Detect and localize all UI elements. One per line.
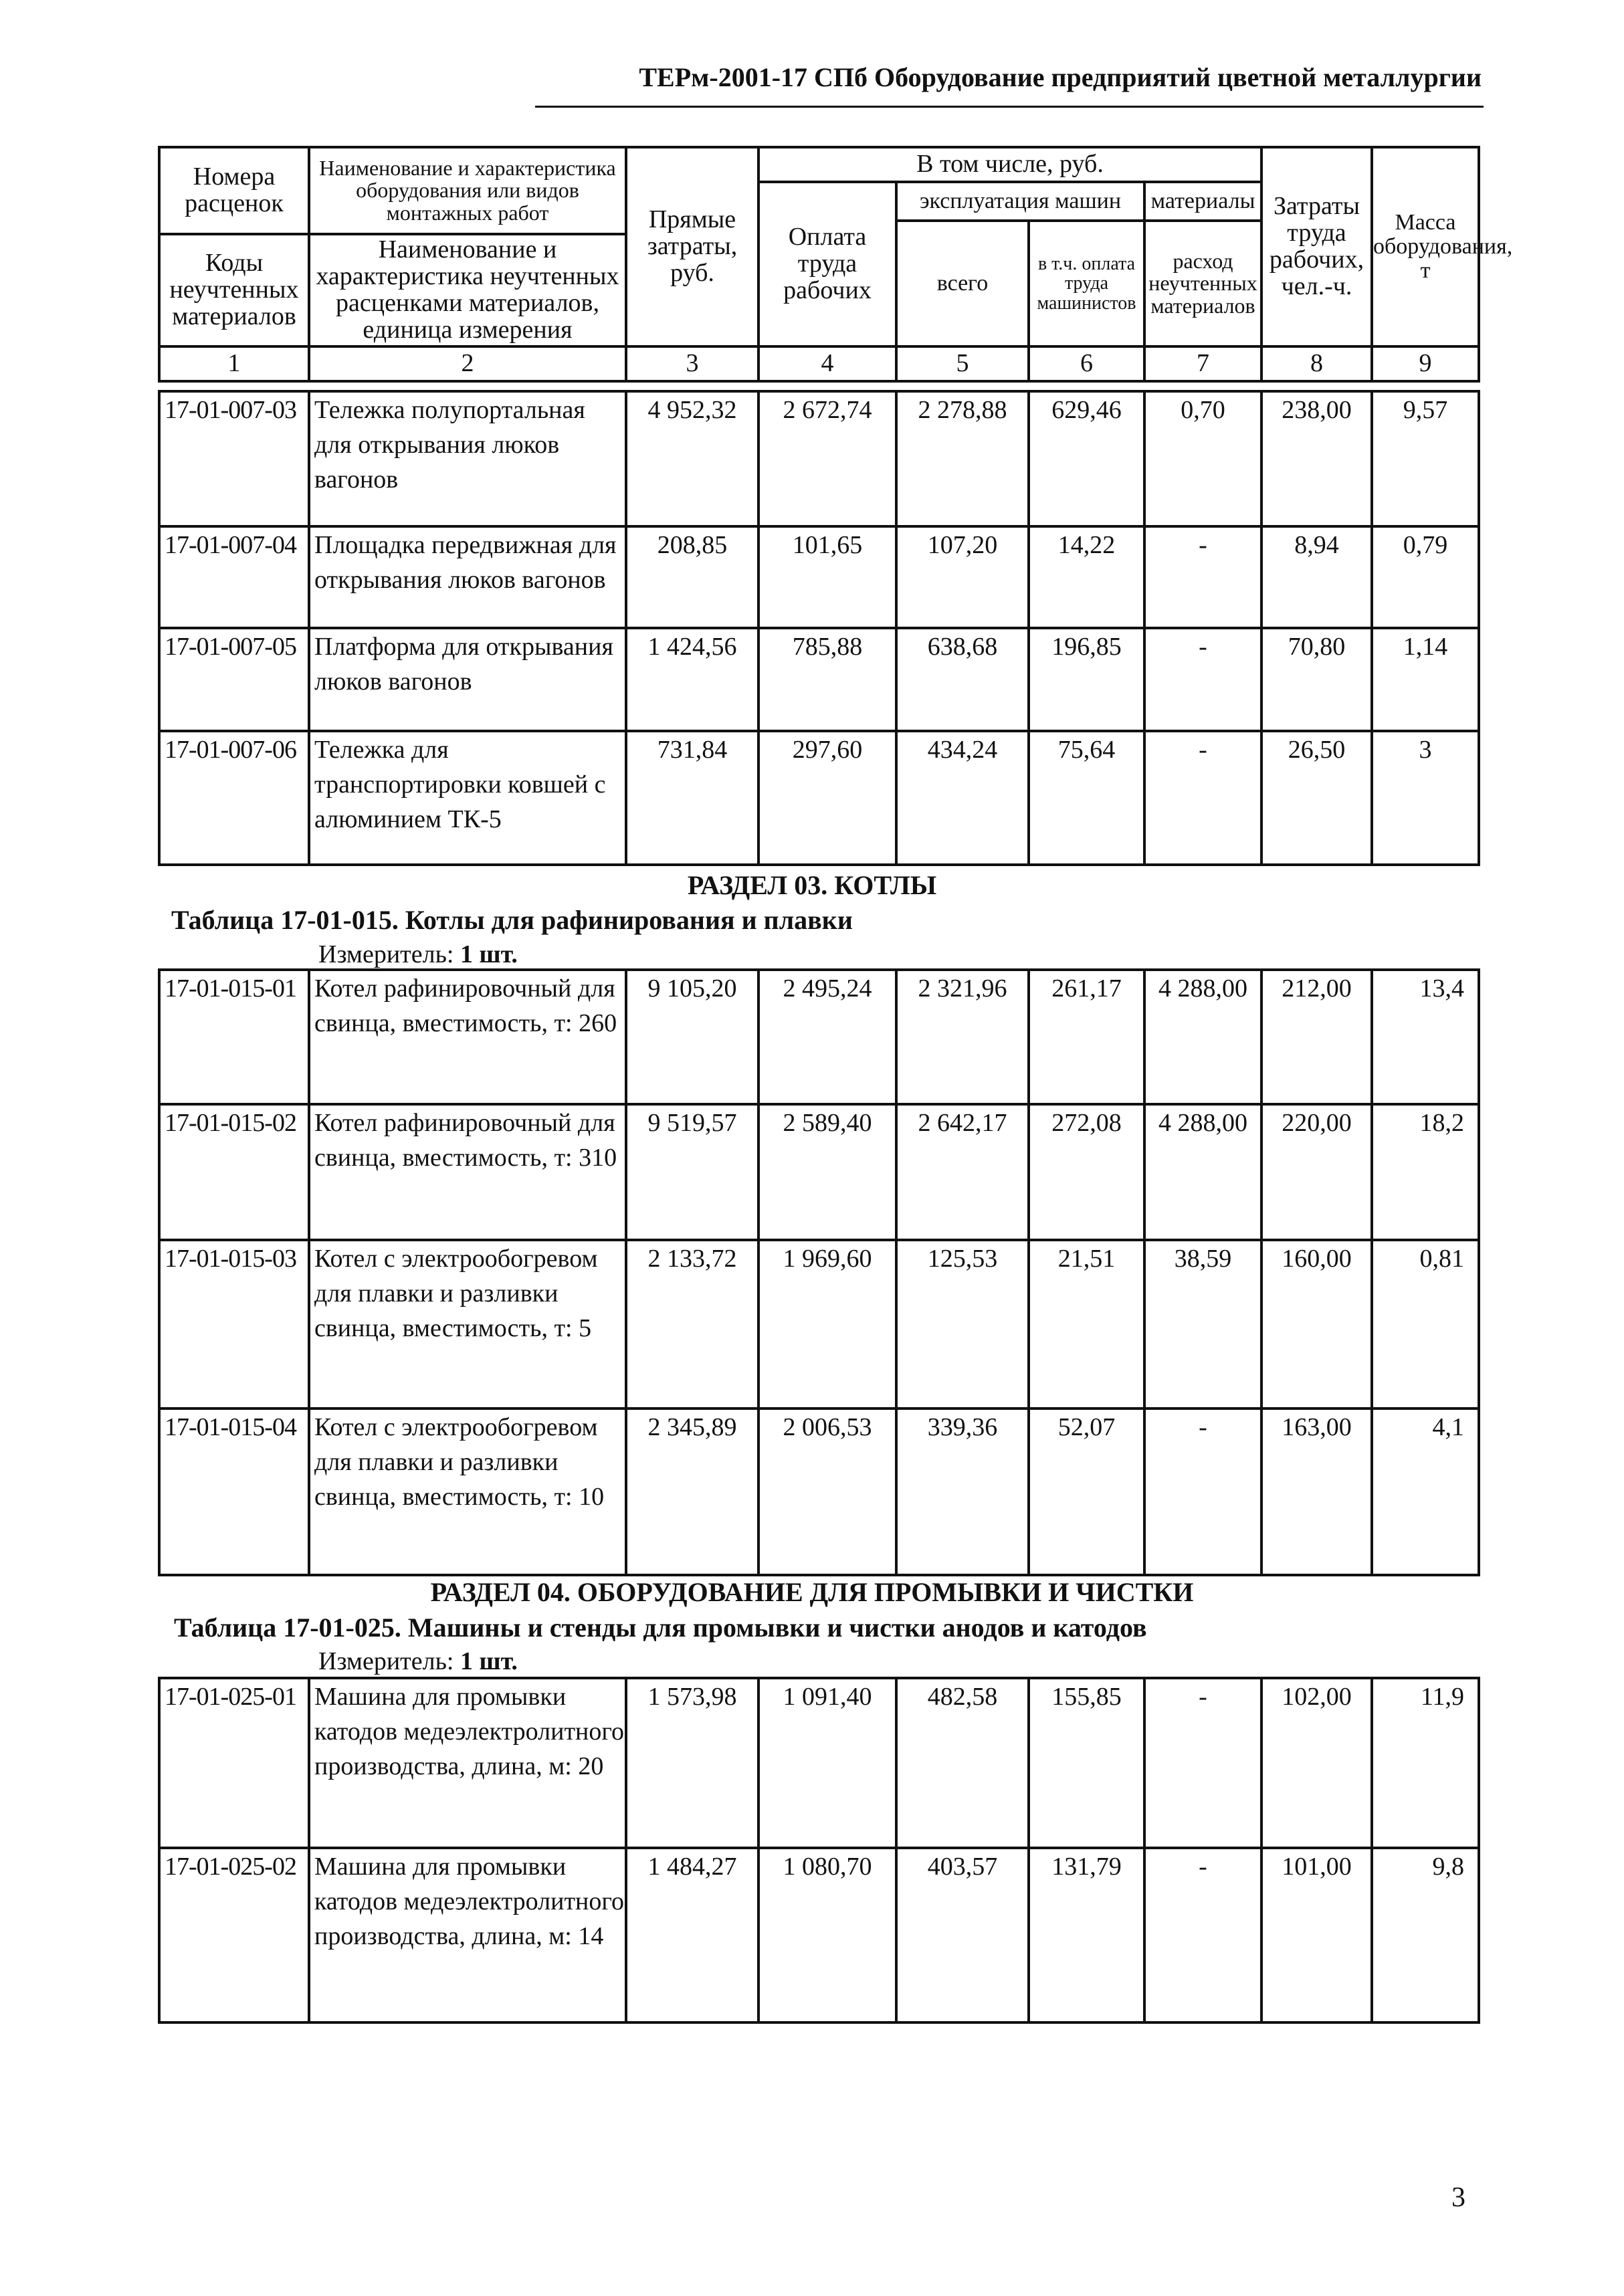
value-cell: 2 006,53 — [758, 1408, 896, 1575]
rate-code: 17-01-015-02 — [159, 1104, 309, 1240]
meter-value: 1 шт. — [460, 940, 518, 968]
rate-code: 17-01-007-04 — [159, 526, 309, 628]
col-number: 7 — [1144, 346, 1261, 381]
value-cell: 14,22 — [1029, 526, 1144, 628]
table-row — [159, 970, 1479, 1104]
col4-header: Оплата труда рабочих — [758, 182, 896, 346]
value-cell: 125,53 — [896, 1240, 1029, 1408]
column-header-table — [158, 146, 1513, 383]
table-row — [159, 391, 1479, 526]
value-cell: - — [1144, 1848, 1261, 2022]
data-table-015 — [158, 968, 1480, 1576]
col-number: 6 — [1029, 346, 1144, 381]
col2-bottom-header: Наименование и характеристика неучтенных расценками материалов, единица измерения — [309, 234, 626, 346]
value-cell: 0,81 — [1372, 1240, 1479, 1408]
incl-header: В том числе, руб. — [758, 147, 1261, 182]
value-cell: 339,36 — [896, 1408, 1029, 1575]
col-number: 5 — [896, 346, 1029, 381]
table-row — [159, 1678, 1479, 1848]
page-number: 3 — [1451, 2182, 1465, 2213]
value-cell: 102,00 — [1261, 1678, 1372, 1848]
value-cell: 9 105,20 — [626, 970, 758, 1104]
value-cell: 220,00 — [1261, 1104, 1372, 1240]
value-cell: 101,65 — [758, 526, 896, 628]
col7-header: расход неучтенных материалов — [1144, 221, 1261, 346]
value-cell: 107,20 — [896, 526, 1029, 628]
value-cell: 297,60 — [758, 731, 896, 865]
table-row — [159, 526, 1479, 628]
value-cell: 196,85 — [1029, 628, 1144, 731]
value-cell: 1,14 — [1372, 628, 1479, 731]
item-name: Тележка для транспортировки ковшей с алюминием ТК-5 — [309, 731, 626, 865]
value-cell: 2 495,24 — [758, 970, 896, 1104]
table-row — [159, 628, 1479, 731]
item-name: Машина для промывки катодов медеэлектролитного производства, длина, м: 20 — [309, 1678, 626, 1848]
item-name: Котел рафинировочный для свинца, вместимость, т: 310 — [309, 1104, 626, 1240]
table-row — [159, 731, 1479, 865]
value-cell: 238,00 — [1261, 391, 1372, 526]
meter-015 — [318, 940, 518, 969]
col5-header: всего — [896, 221, 1029, 346]
value-cell: - — [1144, 1408, 1261, 1575]
value-cell: 52,07 — [1029, 1408, 1144, 1575]
value-cell: 1 484,27 — [626, 1848, 758, 2022]
col-number: 4 — [758, 346, 896, 381]
col9-header: Масса оборудования, т — [1372, 147, 1479, 346]
value-cell: 2 589,40 — [758, 1104, 896, 1240]
rate-code: 17-01-015-01 — [159, 970, 309, 1104]
value-cell: 208,85 — [626, 526, 758, 628]
item-name: Котел рафинировочный для свинца, вместимость, т: 260 — [309, 970, 626, 1104]
value-cell: 2 133,72 — [626, 1240, 758, 1408]
materials-header: материалы — [1144, 182, 1261, 221]
table-row — [159, 1104, 1479, 1240]
value-cell: 212,00 — [1261, 970, 1372, 1104]
col-number: 1 — [159, 346, 309, 381]
value-cell: 11,9 — [1372, 1678, 1479, 1848]
col-number: 9 — [1372, 346, 1479, 381]
col3-header: Прямые затраты, руб. — [626, 147, 758, 346]
col6-header: в т.ч. оплата труда машинистов — [1029, 221, 1144, 346]
section-03-title: РАЗДЕЛ 03. КОТЛЫ — [687, 870, 937, 900]
data-table-025 — [158, 1677, 1480, 2024]
value-cell: 785,88 — [758, 628, 896, 731]
table-row — [159, 1240, 1479, 1408]
value-cell: 403,57 — [896, 1848, 1029, 2022]
col8-header: Затраты труда рабочих, чел.-ч. — [1261, 147, 1372, 346]
value-cell: 38,59 — [1144, 1240, 1261, 1408]
value-cell: 4 288,00 — [1144, 970, 1261, 1104]
value-cell: 9,57 — [1372, 391, 1479, 526]
meter-025 — [318, 1647, 518, 1676]
value-cell: 163,00 — [1261, 1408, 1372, 1575]
exploit-header: эксплуатация машин — [896, 182, 1144, 221]
item-name: Котел с электрообогревом для плавки и разливки свинца, вместимость, т: 10 — [309, 1408, 626, 1575]
value-cell: 4 952,32 — [626, 391, 758, 526]
item-name: Платформа для открывания люков вагонов — [309, 628, 626, 731]
table-row — [159, 1408, 1479, 1575]
value-cell: 9 519,57 — [626, 1104, 758, 1240]
value-cell: 131,79 — [1029, 1848, 1144, 2022]
item-name: Машина для промывки катодов медеэлектролитного производства, длина, м: 14 — [309, 1848, 626, 2022]
value-cell: - — [1144, 526, 1261, 628]
col2-top-header: Наименование и характеристика оборудования или видов монтажных работ — [309, 147, 626, 234]
value-cell: 155,85 — [1029, 1678, 1144, 1848]
value-cell: - — [1144, 628, 1261, 731]
value-cell: 1 080,70 — [758, 1848, 896, 2022]
col1-top-header: Номера расценок — [159, 147, 309, 234]
table-row — [159, 1848, 1479, 2022]
rate-code: 17-01-015-03 — [159, 1240, 309, 1408]
value-cell: 629,46 — [1029, 391, 1144, 526]
col-number: 3 — [626, 346, 758, 381]
value-cell: 4,1 — [1372, 1408, 1479, 1575]
table-025-title: Таблица 17-01-025. Машины и стенды для промывки и чистки анодов и катодов — [174, 1612, 1147, 1643]
rate-code: 17-01-025-02 — [159, 1848, 309, 2022]
table-015-title: Таблица 17-01-015. Котлы для рафинирования и плавки — [171, 905, 853, 935]
meter-value: 1 шт. — [460, 1647, 518, 1675]
item-name: Площадка передвижная для открывания люков вагонов — [309, 526, 626, 628]
page-header: ТЕРм-2001-17 СПб Оборудование предприятий цветной металлургии — [639, 62, 1482, 92]
col-number: 8 — [1261, 346, 1372, 381]
value-cell: 3 — [1372, 731, 1479, 865]
item-name: Тележка полупортальная для открывания люков вагонов — [309, 391, 626, 526]
value-cell: - — [1144, 1678, 1261, 1848]
value-cell: - — [1144, 731, 1261, 865]
value-cell: 2 321,96 — [896, 970, 1029, 1104]
section-04-title: РАЗДЕЛ 04. ОБОРУДОВАНИЕ ДЛЯ ПРОМЫВКИ И ЧИСТКИ — [430, 1577, 1194, 1607]
value-cell: 434,24 — [896, 731, 1029, 865]
value-cell: 0,79 — [1372, 526, 1479, 628]
rate-code: 17-01-025-01 — [159, 1678, 309, 1848]
value-cell: 1 969,60 — [758, 1240, 896, 1408]
item-name: Котел с электрообогревом для плавки и разливки свинца, вместимость, т: 5 — [309, 1240, 626, 1408]
value-cell: 482,58 — [896, 1678, 1029, 1848]
value-cell: 1 424,56 — [626, 628, 758, 731]
data-table-group1 — [158, 390, 1480, 866]
rate-code: 17-01-007-03 — [159, 391, 309, 526]
value-cell: 13,4 — [1372, 970, 1479, 1104]
rate-code: 17-01-007-05 — [159, 628, 309, 731]
value-cell: 261,17 — [1029, 970, 1144, 1104]
col-number: 2 — [309, 346, 626, 381]
value-cell: 8,94 — [1261, 526, 1372, 628]
value-cell: 2 345,89 — [626, 1408, 758, 1575]
value-cell: 26,50 — [1261, 731, 1372, 865]
value-cell: 2 642,17 — [896, 1104, 1029, 1240]
value-cell: 272,08 — [1029, 1104, 1144, 1240]
value-cell: 4 288,00 — [1144, 1104, 1261, 1240]
value-cell: 1 091,40 — [758, 1678, 896, 1848]
value-cell: 101,00 — [1261, 1848, 1372, 2022]
value-cell: 1 573,98 — [626, 1678, 758, 1848]
value-cell: 75,64 — [1029, 731, 1144, 865]
value-cell: 18,2 — [1372, 1104, 1479, 1240]
value-cell: 638,68 — [896, 628, 1029, 731]
value-cell: 2 278,88 — [896, 391, 1029, 526]
meter-label: Измеритель: — [318, 1647, 454, 1675]
value-cell: 0,70 — [1144, 391, 1261, 526]
value-cell: 731,84 — [626, 731, 758, 865]
value-cell: 160,00 — [1261, 1240, 1372, 1408]
rate-code: 17-01-007-06 — [159, 731, 309, 865]
header-rule — [535, 106, 1484, 108]
meter-label: Измеритель: — [318, 940, 454, 968]
value-cell: 2 672,74 — [758, 391, 896, 526]
value-cell: 70,80 — [1261, 628, 1372, 731]
rate-code: 17-01-015-04 — [159, 1408, 309, 1575]
value-cell: 9,8 — [1372, 1848, 1479, 2022]
value-cell: 21,51 — [1029, 1240, 1144, 1408]
col1-bottom-header: Коды неучтенных материалов — [159, 234, 309, 346]
